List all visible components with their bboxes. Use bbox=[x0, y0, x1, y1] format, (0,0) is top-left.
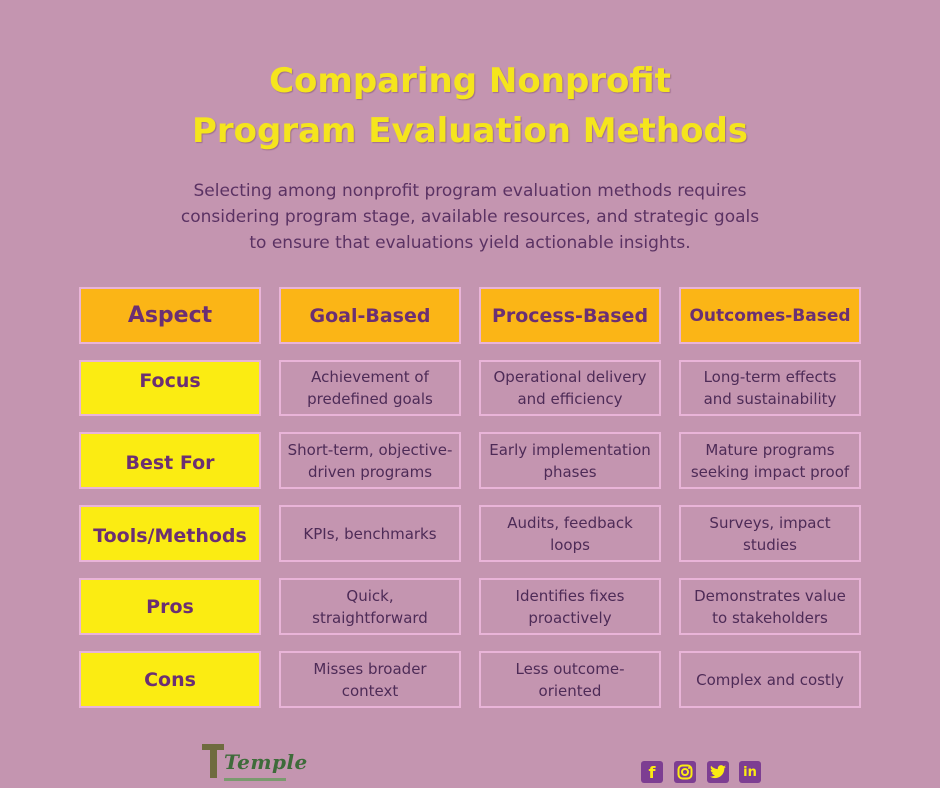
linkedin-glyph: in bbox=[743, 764, 757, 780]
table-cell bbox=[279, 578, 461, 635]
temple-logo bbox=[198, 742, 308, 784]
cell-line: Complex and costly bbox=[696, 670, 844, 689]
row-label-cons bbox=[79, 651, 261, 708]
table-cell bbox=[679, 578, 861, 635]
cell-line: Achievement of bbox=[311, 368, 429, 386]
cell-line: Surveys, impact bbox=[709, 513, 831, 532]
cell-line: predefined goals bbox=[307, 390, 433, 408]
header-outcomes-based-label: Outcomes-Based bbox=[689, 305, 851, 326]
cell-line: studies bbox=[743, 535, 797, 554]
table-cell bbox=[479, 505, 661, 562]
table-cell bbox=[479, 578, 661, 635]
row-label-focus-text: Focus bbox=[139, 370, 201, 392]
cell-line: driven programs bbox=[307, 462, 433, 481]
title-line-2: Program Evaluation Methods bbox=[191, 111, 749, 151]
table-cell bbox=[479, 360, 661, 416]
header-goal-based bbox=[279, 287, 461, 344]
logo-mark-stem bbox=[210, 748, 217, 778]
instagram-icon[interactable] bbox=[674, 761, 696, 783]
linkedin-icon[interactable] bbox=[739, 761, 761, 783]
cell-line: straightforward bbox=[312, 608, 428, 627]
cell-line: and efficiency bbox=[517, 390, 623, 408]
cell-line: phases bbox=[543, 462, 597, 481]
cell-line: Misses broader bbox=[313, 659, 427, 678]
table-cell bbox=[679, 360, 861, 416]
twitter-icon[interactable] bbox=[707, 761, 729, 783]
logo-wordmark: Temple bbox=[224, 750, 308, 774]
intro-line-1: Selecting among nonprofit program evaluation methods requires bbox=[193, 181, 747, 201]
cell-line: Long-term effects bbox=[703, 368, 837, 386]
row-label-pros-text: Pros bbox=[146, 595, 194, 618]
row-label-best-for bbox=[79, 432, 261, 489]
cell-line: loops bbox=[550, 535, 590, 554]
table-cell bbox=[479, 432, 661, 489]
header-aspect bbox=[79, 287, 261, 344]
cell-line: KPIs, benchmarks bbox=[303, 524, 437, 543]
facebook-glyph: f bbox=[648, 762, 656, 782]
cell-line: proactively bbox=[528, 608, 612, 627]
page-title bbox=[0, 56, 940, 156]
cell-line: Demonstrates value bbox=[694, 586, 846, 605]
cell-line: Identifies fixes bbox=[515, 586, 625, 605]
cell-line: Audits, feedback bbox=[507, 513, 633, 532]
header-goal-based-label: Goal-Based bbox=[309, 304, 431, 327]
cell-line: seeking impact proof bbox=[690, 462, 850, 481]
row-label-best-for-text: Best For bbox=[125, 451, 215, 474]
cell-line: to stakeholders bbox=[712, 608, 828, 627]
intro-line-2: considering program stage, available resources, and strategic goals bbox=[180, 207, 760, 227]
cell-line: Mature programs bbox=[705, 440, 835, 459]
title-line-1: Comparing Nonprofit bbox=[269, 61, 671, 101]
cell-line: oriented bbox=[538, 681, 602, 700]
intro-line-3: to ensure that evaluations yield actionable insights. bbox=[249, 233, 691, 253]
header-aspect-label: Aspect bbox=[127, 303, 213, 328]
header-process-based bbox=[479, 287, 661, 344]
facebook-icon[interactable] bbox=[641, 761, 663, 783]
header-outcomes-based bbox=[679, 287, 861, 344]
cell-line: and sustainability bbox=[703, 390, 837, 408]
table-cell bbox=[279, 505, 461, 562]
twitter-glyph bbox=[710, 765, 726, 779]
instagram-glyph bbox=[677, 764, 693, 780]
row-label-pros bbox=[79, 578, 261, 635]
table-cell bbox=[679, 651, 861, 708]
cell-line: Early implementation bbox=[489, 440, 651, 459]
row-label-cons-text: Cons bbox=[144, 668, 196, 691]
logo-underline bbox=[224, 778, 286, 781]
row-label-focus bbox=[79, 360, 261, 416]
table-cell bbox=[479, 651, 661, 708]
cell-line: Operational delivery bbox=[493, 368, 647, 386]
cell-line: Short-term, objective- bbox=[287, 440, 453, 459]
table-cell bbox=[279, 360, 461, 416]
intro-paragraph bbox=[150, 178, 790, 256]
table-cell bbox=[679, 432, 861, 489]
table-cell bbox=[679, 505, 861, 562]
table-cell bbox=[279, 651, 461, 708]
cell-line: context bbox=[341, 681, 399, 700]
table-cell bbox=[279, 432, 461, 489]
row-label-tools-methods-text: Tools/Methods bbox=[93, 524, 247, 547]
cell-line: Less outcome- bbox=[515, 659, 625, 678]
cell-line: Quick, bbox=[346, 586, 394, 605]
row-label-tools-methods bbox=[79, 505, 261, 562]
header-process-based-label: Process-Based bbox=[491, 304, 649, 327]
